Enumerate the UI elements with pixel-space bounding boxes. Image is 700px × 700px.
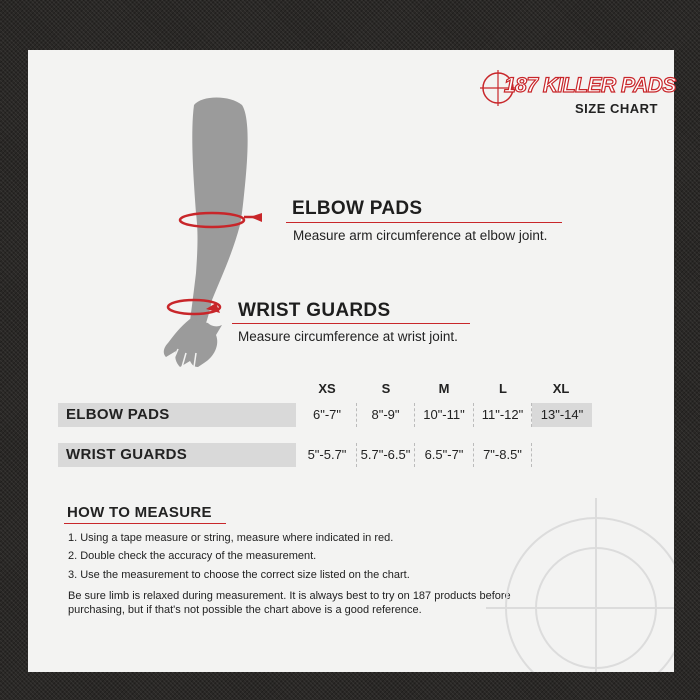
size-header-l: L — [499, 381, 507, 396]
wrist-heading-underline — [232, 323, 470, 324]
elbow-pads-heading: ELBOW PADS — [292, 198, 423, 219]
elbow-cell-s: 8"-9" — [357, 403, 415, 427]
size-header-m: M — [438, 381, 450, 396]
wrist-cell-l: 7"-8.5" — [474, 443, 532, 467]
wrist-cell-m: 6.5"-7" — [415, 443, 474, 467]
brand-logo-text: 187 KILLER PADS — [504, 74, 676, 97]
elbow-cell-m: 10"-11" — [415, 403, 474, 427]
how-to-underline — [64, 523, 226, 524]
measurement-note: Be sure limb is relaxed during measurement. It is always best to try on 187 products before purchasing, but if that's not possible the chart above is a good reference. — [68, 590, 511, 616]
wrist-cell-s: 5.7"-6.5" — [357, 443, 415, 467]
elbow-cell-xl: 13"-14" — [532, 403, 592, 427]
elbow-pads-instruction: Measure arm circumference at elbow joint. — [293, 228, 548, 243]
how-to-step-3: 3. Use the measurement to choose the correct size listed on the chart. — [68, 569, 410, 581]
wrist-row-label: WRIST GUARDS — [66, 446, 188, 463]
elbow-cell-l: 11"-12" — [474, 403, 532, 427]
size-header-s: S — [381, 381, 391, 396]
wrist-guards-instruction: Measure circumference at wrist joint. — [238, 329, 458, 344]
size-chart-subtitle: SIZE CHART — [575, 101, 658, 116]
wrist-cell-xs: 5"-5.7" — [298, 443, 357, 467]
how-to-step-1: 1. Using a tape measure or string, measure where indicated in red. — [68, 532, 394, 544]
wrist-guards-heading: WRIST GUARDS — [238, 300, 391, 321]
size-header-xl: XL — [552, 381, 570, 396]
elbow-row-label: ELBOW PADS — [66, 406, 170, 423]
crosshair-watermark-icon — [486, 498, 674, 672]
how-to-measure-heading: HOW TO MEASURE — [67, 504, 212, 521]
how-to-step-2: 2. Double check the accuracy of the measurement. — [68, 550, 317, 562]
elbow-heading-underline — [286, 222, 562, 223]
size-header-xs: XS — [318, 381, 336, 396]
elbow-cell-xs: 6"-7" — [298, 403, 357, 427]
